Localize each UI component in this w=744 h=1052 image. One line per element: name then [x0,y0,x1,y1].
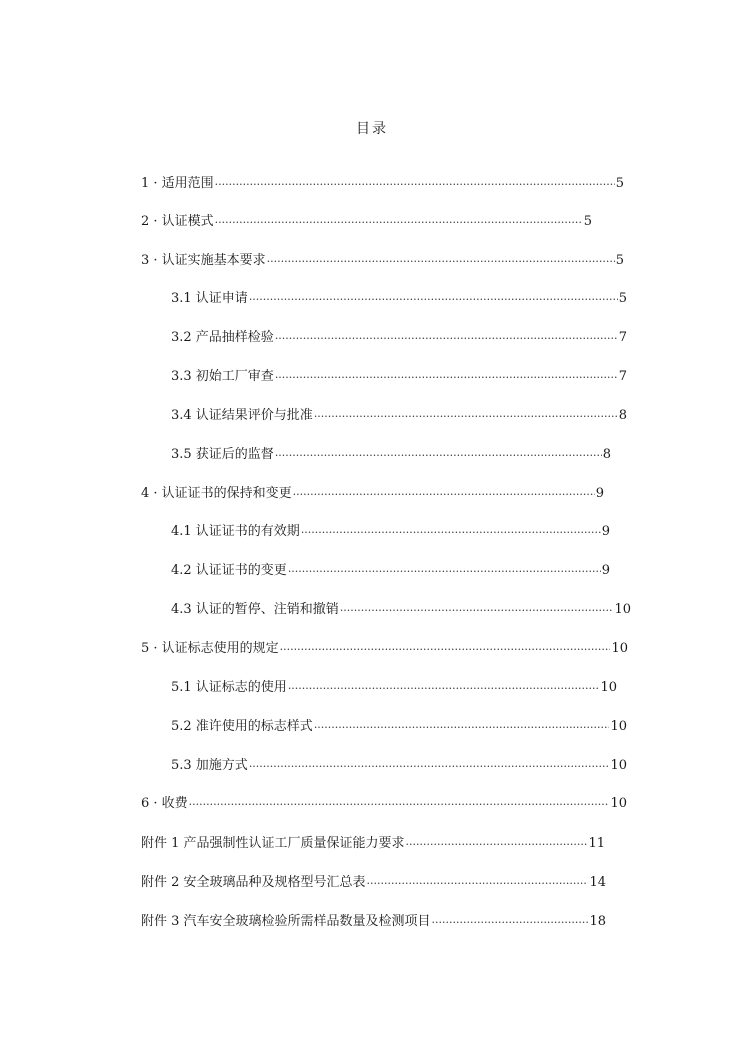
leader-dots [249,758,610,776]
toc-entry-4-1[interactable] [171,522,610,542]
toc-page-number: 11 [588,836,605,851]
toc-entry-label: 5 · 认证标志使用的规定 [141,641,279,656]
toc-entry-5[interactable] [141,639,628,659]
toc-page-number: 5 [615,253,624,268]
leader-dots [301,524,601,542]
toc-entry-3-4[interactable] [171,406,627,426]
toc-entry-label: 3.4 认证结果评价与批准 [171,408,313,423]
leader-dots [275,447,602,465]
toc-entry-6[interactable] [141,794,627,814]
toc-entry-appendix-3[interactable] [141,912,606,932]
toc-entry-label: 3.1 认证申请 [171,291,248,306]
toc-page-number: 8 [602,447,611,462]
leader-dots [367,875,589,893]
toc-page-number: 10 [614,602,631,617]
toc-entry-3-2[interactable] [171,328,627,348]
toc-entry-label: 5.2 准许使用的标志样式 [171,719,313,734]
toc-entry-3[interactable] [141,251,624,271]
toc-entry-label: 5.1 认证标志的使用 [171,680,287,695]
toc-entry-label: 6 · 收费 [141,796,188,811]
toc-entry-3-5[interactable] [171,445,611,465]
toc-entry-label: 3.2 产品抽样检验 [171,330,274,345]
toc-entry-label: 2 · 认证模式 [141,214,214,229]
toc-entry-label: 附件 2 安全玻璃品种及规格型号汇总表 [141,875,366,890]
page-title: 目录 [356,121,388,137]
toc-entry-label: 附件 1 产品强制性认证工厂质量保证能力要求 [141,836,405,851]
leader-dots [280,641,611,659]
toc-entry-5-1[interactable] [171,678,617,698]
leader-dots [340,602,614,620]
toc-page-number: 8 [618,408,627,423]
leader-dots [406,836,588,854]
toc-page-number: 7 [618,369,627,384]
toc-entry-label: 5.3 加施方式 [171,758,248,773]
toc-entry-4-2[interactable] [171,561,610,581]
toc-page-number: 10 [611,641,628,656]
toc-page-number: 14 [589,875,606,890]
toc-entry-5-3[interactable] [171,756,627,776]
toc-page-number: 7 [618,330,627,345]
toc-page-number: 5 [615,176,624,191]
leader-dots [288,563,601,581]
toc-entry-label: 4.2 认证证书的变更 [171,563,287,578]
leader-dots [275,330,618,348]
leader-dots [267,253,615,271]
toc-entry-1[interactable] [141,174,624,194]
leader-dots [314,408,618,426]
toc-entry-label: 3.5 获证后的监督 [171,447,274,462]
toc-page-number: 18 [589,914,606,929]
toc-page-number: 5 [583,214,592,229]
toc-page-number: 10 [610,796,627,811]
toc-entry-appendix-1[interactable] [141,834,605,854]
toc-entry-label: 4.3 认证的暂停、注销和撤销 [171,602,339,617]
leader-dots [189,796,610,814]
toc-entry-label: 1 · 适用范围 [141,176,214,191]
toc-entry-4-3[interactable] [171,600,631,620]
leader-dots [215,176,615,194]
toc-page-number: 9 [595,486,604,501]
leader-dots [215,214,583,232]
toc-entry-3-1[interactable] [171,289,627,309]
leader-dots [432,914,589,932]
leader-dots [314,719,610,737]
toc-entry-label: 3 · 认证实施基本要求 [141,253,266,268]
toc-entry-label: 4 · 认证证书的保持和变更 [141,486,292,501]
toc-entry-2[interactable] [141,212,592,232]
leader-dots [288,680,600,698]
toc-entry-label: 附件 3 汽车安全玻璃检验所需样品数量及检测项目 [141,914,431,929]
toc-page-number: 9 [601,524,610,539]
toc-entry-5-2[interactable] [171,717,627,737]
toc-entry-3-3[interactable] [171,367,627,387]
toc-page-number: 9 [601,563,610,578]
toc-page-number: 5 [618,291,627,306]
toc-page-number: 10 [610,719,627,734]
toc-page-number: 10 [600,680,617,695]
leader-dots [275,369,618,387]
toc-entry-appendix-2[interactable] [141,873,606,893]
toc-page-number: 10 [610,758,627,773]
leader-dots [293,486,595,504]
toc-entry-label: 3.3 初始工厂审查 [171,369,274,384]
toc-entry-4[interactable] [141,484,604,504]
toc-entry-label: 4.1 认证证书的有效期 [171,524,300,539]
leader-dots [249,291,618,309]
